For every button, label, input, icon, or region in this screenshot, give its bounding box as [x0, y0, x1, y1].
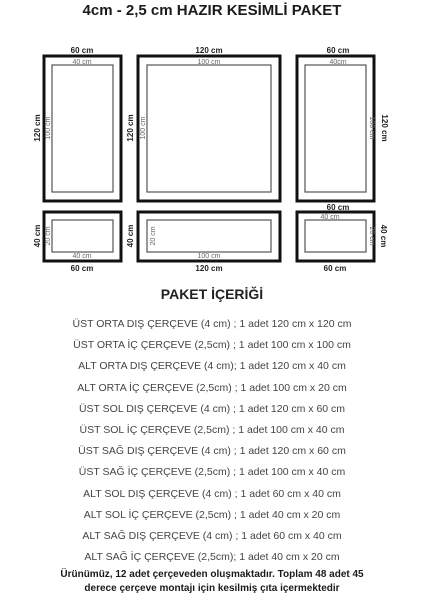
list-item: ÜST SAĞ DIŞ ÇERÇEVE (4 cm) ; 1 adet 120 cm x 60 cm: [78, 445, 346, 458]
list-item: ÜST SAĞ İÇ ÇERÇEVE (2,5cm) ; 1 adet 100 cm x 40 cm: [78, 466, 346, 479]
inner-width-label: 40cm: [329, 59, 347, 66]
outer-height-label: 40 cm: [33, 224, 42, 248]
outer-height-label: 40 cm: [126, 224, 135, 248]
outer-frame: [138, 56, 280, 201]
footer-line: derece çerçeve montajı için kesilmiş çıta içermektedir: [84, 583, 340, 594]
outer-height-label: 120 cm: [33, 114, 42, 142]
inner-frame: [147, 220, 271, 252]
outer-width-label: 60 cm: [70, 46, 94, 55]
frame-top-left: [33, 46, 121, 201]
frame-bottom-center: [126, 212, 280, 273]
outer-width-label: 60 cm: [70, 264, 94, 273]
inner-width-label: 100 cm: [197, 59, 221, 66]
outer-width-label: 120 cm: [195, 264, 223, 273]
footer-note: [0, 568, 424, 596]
list-item: ALT SAĞ İÇ ÇERÇEVE (2,5cm); 1 adet 40 cm x 20 cm: [84, 551, 340, 564]
list-item: ALT ORTA İÇ ÇERÇEVE (2,5cm) ; 1 adet 100 cm x 20 cm: [77, 381, 347, 394]
inner-width-label: 40 cm: [320, 214, 340, 221]
inner-frame: [305, 65, 366, 192]
inner-height-label: 100 cm: [45, 116, 52, 140]
footer-line: Ürünümüz, 12 adet çerçeveden oluşmaktadır. Toplam 48 adet 45: [60, 569, 364, 580]
frame-top-right: [297, 46, 389, 212]
package-contents-title: PAKET İÇERİĞİ: [160, 286, 264, 302]
inner-frame: [52, 65, 113, 192]
inner-height-label: 20 cm: [368, 226, 375, 246]
outer-height-label: 120 cm: [380, 114, 389, 142]
outer-width-label: 60 cm: [326, 46, 350, 55]
outer-height-label: 40 cm: [379, 224, 388, 248]
inner-frame: [52, 220, 113, 252]
list-item: ÜST SOL İÇ ÇERÇEVE (2,5cm) ; 1 adet 100 cm x 40 cm: [79, 423, 345, 436]
inner-frame: [305, 220, 366, 252]
inner-height-label: 100 cm: [140, 116, 147, 140]
list-item: ALT SAĞ DIŞ ÇERÇEVE (4 cm) ; 1 adet 60 cm x 40 cm: [82, 529, 342, 542]
inner-width-label: 40 cm: [72, 253, 92, 260]
inner-width-label: 40 cm: [72, 59, 92, 66]
inner-frame: [147, 65, 271, 192]
frame-bottom-left: [33, 212, 121, 273]
inner-height-label: 100 cm: [368, 116, 375, 140]
outer-frame: [44, 56, 121, 201]
outer-width-label: 120 cm: [195, 46, 223, 55]
list-item: ALT SOL DIŞ ÇERÇEVE (4 cm) ; 1 adet 60 cm x 40 cm: [83, 487, 341, 500]
list-item: ÜST ORTA DIŞ ÇERÇEVE (4 cm) ; 1 adet 120 cm x 120 cm: [72, 318, 352, 330]
bottom-width-label: 60 cm: [326, 203, 350, 212]
list-item: ALT SOL İÇ ÇERÇEVE (2,5cm) ; 1 adet 40 cm x 20 cm: [83, 508, 341, 521]
inner-width-label: 100 cm: [197, 253, 221, 260]
inner-height-label: 20 cm: [45, 226, 52, 246]
page-title: 4cm - 2,5 cm HAZIR KESİMLİ PAKET: [82, 2, 342, 19]
list-item: ÜST ORTA İÇ ÇERÇEVE (2,5cm) ; 1 adet 100 cm x 100 cm: [73, 339, 351, 352]
frame-top-center: [126, 46, 280, 201]
list-item: ÜST SOL DIŞ ÇERÇEVE (4 cm) ; 1 adet 120 cm x 60 cm: [78, 402, 346, 415]
outer-frame: [297, 56, 374, 201]
outer-height-label: 120 cm: [126, 114, 135, 142]
frame-bottom-right: [297, 212, 388, 273]
list-item: ALT ORTA DIŞ ÇERÇEVE (4 cm); 1 adet 120 cm x 40 cm: [78, 360, 346, 373]
inner-height-label: 20 cm: [150, 226, 157, 246]
frame-layout-diagram: [0, 38, 424, 278]
package-contents-list: [0, 314, 424, 568]
outer-width-label: 60 cm: [323, 264, 347, 273]
